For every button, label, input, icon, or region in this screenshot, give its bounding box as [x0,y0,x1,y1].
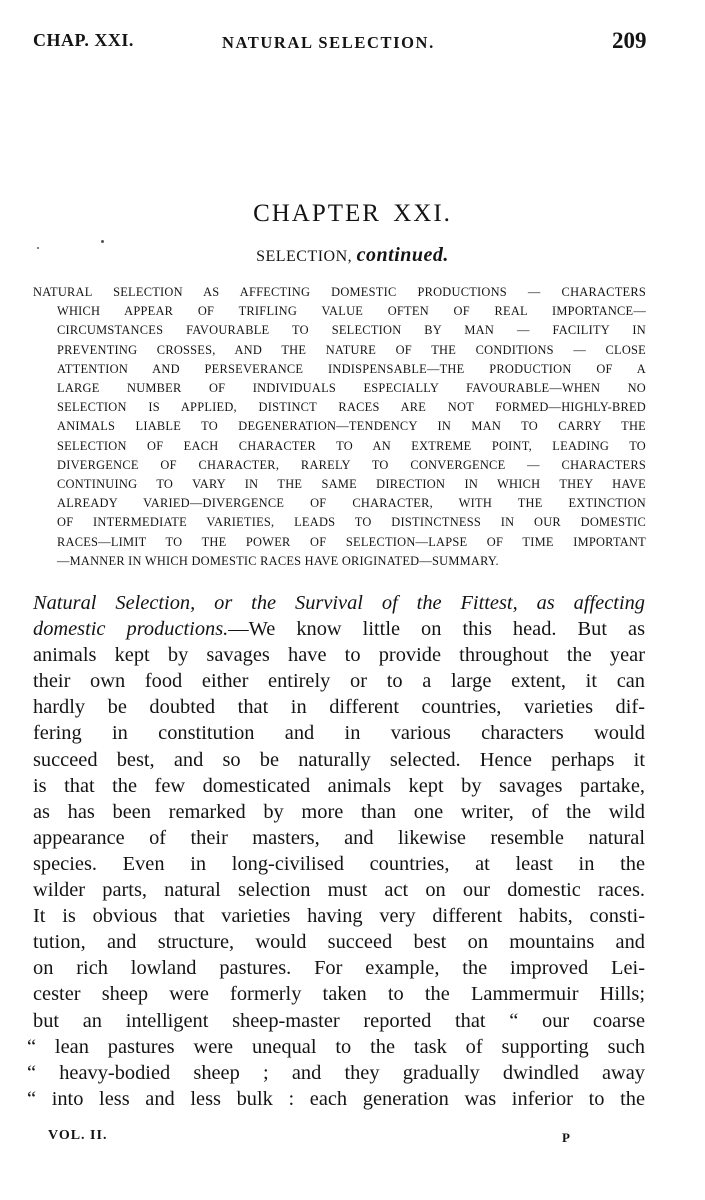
chapter-title: CHAPTER XXI. [253,200,452,227]
summary-line: SELECTION OF EACH CHARACTER TO AN EXTREME POINT, LEADING TO [57,438,646,453]
body-line: wilder parts, natural selection must act on our domestic races. [33,879,645,902]
body-line: but an intelligent sheep-master reported that “ our coarse [33,1009,645,1032]
body-line: hardly be doubted that in different countries, varieties dif- [33,696,645,719]
summary-line: WHICH APPEAR OF TRIFLING VALUE OFTEN OF REAL IMPORTANCE— [57,304,646,319]
body-line: succeed best, and so be naturally selected. Hence perhaps it [33,748,645,771]
summary-line: RACES—LIMIT TO THE POWER OF SELECTION—LAPSE OF TIME IMPORTANT [57,534,646,549]
chapter-summary [33,283,646,571]
summary-line: OF INTERMEDIATE VARIETIES, LEADS TO DISTINCTNESS IN OUR DOMESTIC [57,515,646,530]
summary-line: ANIMALS LIABLE TO DEGENERATION—TENDENCY IN MAN TO CARRY THE [57,419,646,434]
body-line: fering in constitution and in various characters would [33,722,645,745]
summary-line: CIRCUMSTANCES FAVOURABLE TO SELECTION BY MAN — FACILITY IN [57,323,646,338]
body-line: species. Even in long-civilised countries, at least in the [33,852,645,875]
body-line: on rich lowland pastures. For example, the improved Lei- [33,957,645,980]
italic-run: domestic productions. [33,618,229,641]
body-line-mixed [33,616,645,642]
summary-line: ALREADY VARIED—DIVERGENCE OF CHARACTER, WITH THE EXTINCTION [57,496,646,511]
body-line: cester sheep were formerly taken to the Lammermuir Hills; [33,983,645,1006]
summary-line: DIVERGENCE OF CHARACTER, RARELY TO CONVERGENCE — CHARACTERS [57,457,646,472]
running-head-chapter: CHAP. XXI. [33,30,134,50]
body-paragraph [27,590,646,1112]
subtitle-small-caps: SELECTION, [256,248,353,265]
body-line: “ heavy-bodied sheep ; and they gradually dwindled away [27,1061,645,1084]
summary-line: NATURAL SELECTION AS AFFECTING DOMESTIC PRODUCTIONS — CHARACTERS [33,285,646,299]
body-line: “ lean pastures were unequal to the task of supporting such [27,1035,645,1058]
body-line: “ into less and less bulk : each generation was inferior to the [27,1087,645,1110]
body-line: their own food either entirely or to a large extent, it can [33,670,645,693]
body-line: appearance of their masters, and likewise resemble natural [33,826,645,849]
summary-line: CONTINUING TO VARY IN THE SAME DIRECTION IN WHICH THEY HAVE [57,477,646,492]
paper-speck [101,240,104,243]
summary-line: ATTENTION AND PERSEVERANCE INDISPENSABLE—THE PRODUCTION OF A [57,361,646,376]
summary-line: LARGE NUMBER OF INDIVIDUALS ESPECIALLY FAVOURABLE—WHEN NO [57,381,646,396]
body-line: tution, and structure, would succeed best on mountains and [33,931,645,954]
subtitle-italic: continued. [356,244,449,266]
running-head-title: NATURAL SELECTION. [222,33,435,52]
chapter-subtitle [0,244,705,267]
body-line: It is obvious that varieties having very different habits, consti- [33,905,645,928]
summary-line: —MANNER IN WHICH DOMESTIC RACES HAVE ORIGINATED—SUMMARY. [57,553,499,568]
body-line: animals kept by savages have to provide throughout the year [33,644,645,667]
page-number: 209 [612,28,647,53]
summary-line: PREVENTING CROSSES, AND THE NATURE OF THE CONDITIONS — CLOSE [57,342,646,357]
body-line-italic: Natural Selection, or the Survival of the Fittest, as affecting [33,592,645,614]
body-line: is that the few domesticated animals kept by savages partake, [33,774,645,797]
summary-line: SELECTION IS APPLIED, DISTINCT RACES ARE NOT FORMED—HIGHLY-BRED [57,400,646,415]
text-run: —We know little on this head. But as [228,618,646,641]
body-line: as has been remarked by more than one writer, of the wild [33,800,645,823]
gathering-signature: P [562,1130,570,1145]
volume-signature: VOL. II. [48,1128,108,1143]
